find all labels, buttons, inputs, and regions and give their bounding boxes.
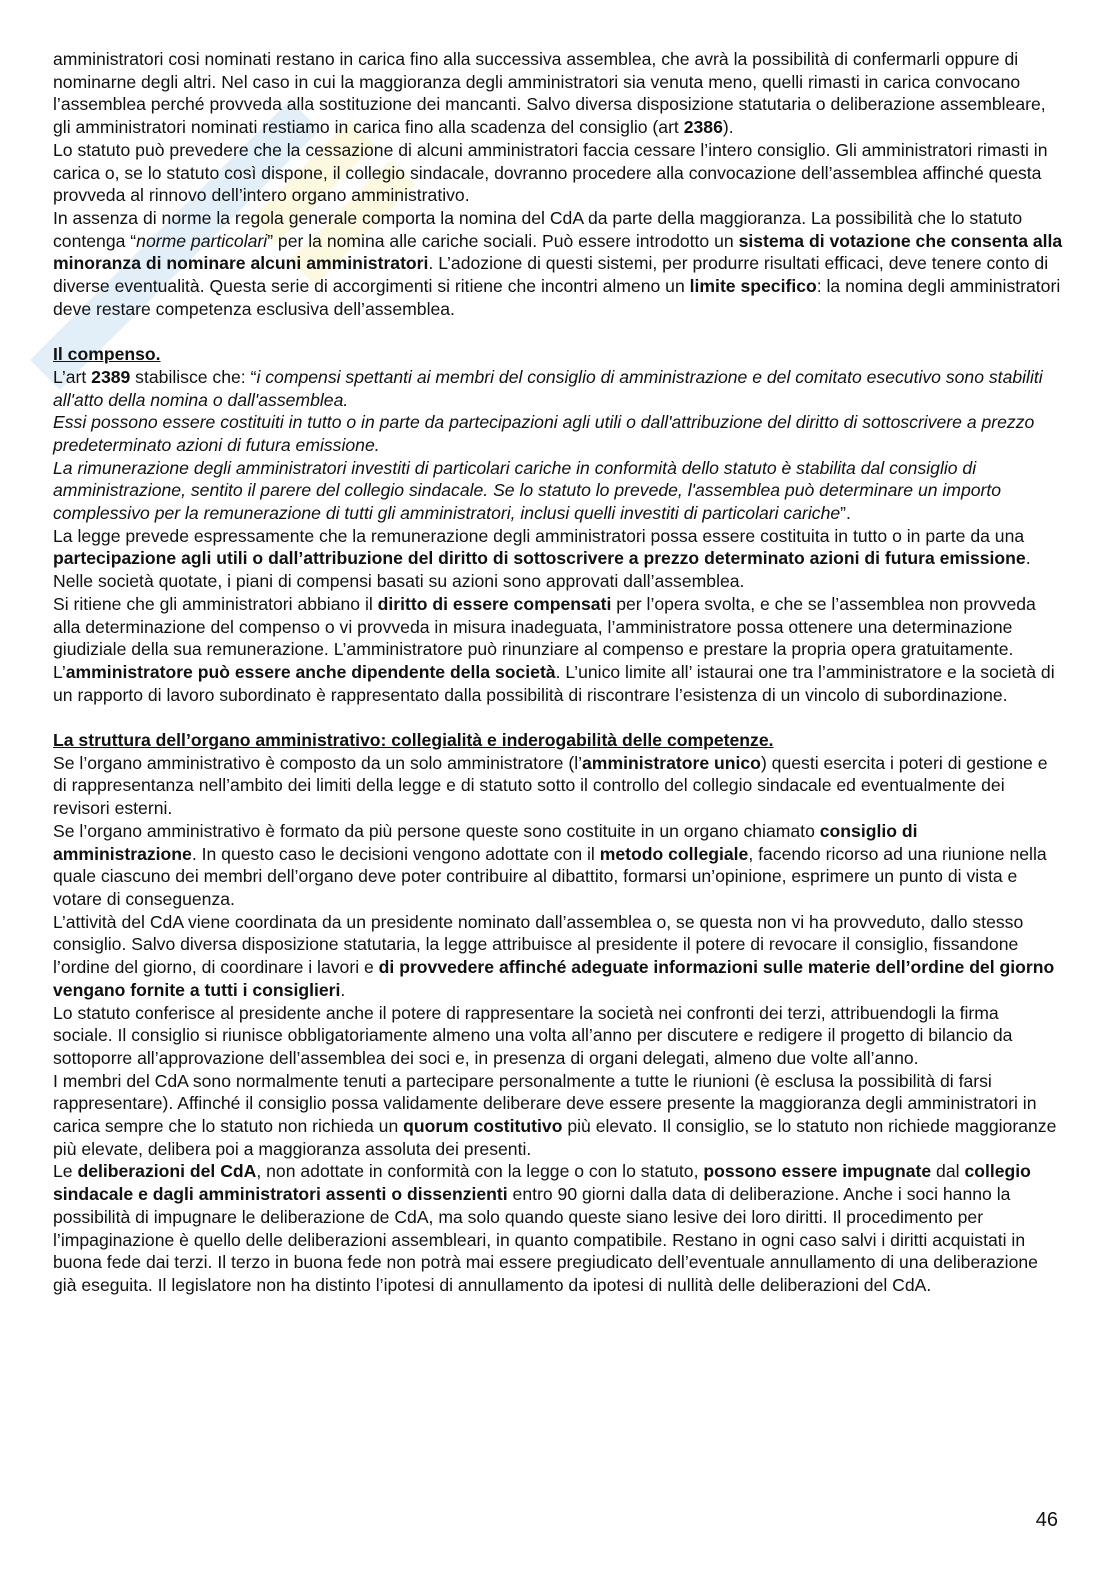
struttura-paragraph-5 <box>53 1070 1063 1161</box>
text-run: . L’unico limite all’ istaurai one tra l’amministratore e la società di un rapporto di lavoro subordinato è rappresentato dalla possibilità di riscontrare l’esistenza di un vincolo di subordinazione. <box>53 661 1055 705</box>
text-run: , non adottate in conformità con la legge o con lo statuto, <box>256 1161 704 1182</box>
text-run: . L’adozione di questi sistemi, per produrre risultati efficaci, deve tenere conto di diverse eventualità. Questa serie di accorgimenti si ritiene che incontri almeno un <box>53 253 1049 297</box>
struttura-paragraph-1 <box>53 752 1063 820</box>
text-run: . <box>340 979 346 1000</box>
text-run: : la nomina degli amministratori deve restare competenza esclusiva dell’assemblea. <box>53 276 1061 319</box>
compenso-paragraphs <box>53 366 1063 707</box>
compenso-paragraph-4 <box>53 525 1063 593</box>
document-page <box>53 48 1063 1297</box>
text-run: Se l’organo amministrativo è composto da un solo amministratore (l’ <box>53 752 583 773</box>
compenso-paragraph-1 <box>53 366 1063 411</box>
bold-text: di provvedere affinché adeguate informazioni sulle materie dell’ordine del giorno vengano fornite a tutti i consiglieri <box>53 957 1055 1000</box>
bold-text: consiglio di amministrazione <box>53 820 918 864</box>
text-run: entro 90 giorni dalla data di deliberazione. Anche i soci hanno la possibilità di impugnare le deliberazione de CdA, ma solo quando queste siano lesive dei loro diritti. Il procedimento per l’impaginazione è quello delle deliberazioni assembleari, in quanto compatibile. Restano in ogni caso salvi i diritti acquistati in buona fede dai terzi. Il terzo in buona fede non potrà mai essere pregiudicato dell’eventuale annullamento di una deliberazione già eseguita. Il legislatore non ha distinto l’ipotesi di annullamento da ipotesi di nullità delle deliberazioni del CdA. <box>53 1184 1038 1295</box>
text-run: . In questo caso le decisioni vengono adottate con il <box>191 843 600 864</box>
bold-text: 2389 <box>91 366 131 387</box>
compenso-paragraph-2 <box>53 411 1063 456</box>
bold-text: sistema di votazione che consenta alla minoranza di nominare alcuni amministratori <box>53 230 1063 274</box>
italic-text: i compensi spettanti ai membri del consiglio di amministrazione e del comitato esecutivo sono stabiliti all'atto della nomina o dall'assemblea. <box>53 366 1043 410</box>
struttura-paragraphs <box>53 752 1063 1297</box>
bold-text: collegio sindacale e dagli amministratori assenti o dissenzienti <box>53 1161 1031 1205</box>
text-run: amministratori cosi nominati restano in carica fino alla successiva assemblea, che avrà la possibilità di confermarli oppure di nominarne degli altri. Nel caso in cui la maggioranza degli amministratori sia venuta meno, quelli rimasti in carica convocano l’assemblea perché provveda alla sostituzione dei mancanti. Salvo diversa disposizione statutaria o deliberazione assembleare, gli amministratori nominati restiamo in carica fino alla scadenza del consiglio (art <box>53 49 1046 138</box>
text-run: . Nelle società quotate, i piani di compensi basati su azioni sono approvati dall’assemblea. <box>53 548 1031 592</box>
section-heading-struttura: La struttura dell’organo amministrativo: collegialità e inderogabilità delle competenze. <box>53 730 774 751</box>
text-run: L’art <box>53 366 92 387</box>
text-run: ) questi esercita i poteri di gestione e di rappresentanza nell’ambito dei limiti della legge e di statuto sotto il controllo del collegio sindacale ed eventualmente dei revisori esterni. <box>53 752 1048 819</box>
struttura-paragraph-3 <box>53 911 1063 1002</box>
bold-text: quorum costitutivo <box>403 1116 563 1137</box>
text-run: Le <box>53 1161 78 1182</box>
bold-text: deliberazioni del CdA <box>77 1161 257 1182</box>
compenso-paragraph-3 <box>53 457 1063 525</box>
text-run: L’ <box>53 661 66 682</box>
text-run: ). <box>722 117 734 138</box>
italic-text: norme particolari <box>136 230 268 251</box>
bold-text: diritto di essere compensati <box>377 593 612 614</box>
struttura-paragraph-2 <box>53 820 1063 911</box>
bold-text: amministratore unico <box>582 752 761 773</box>
spacer <box>53 320 1063 343</box>
bold-text: 2386 <box>683 117 723 138</box>
bold-text: partecipazione agli utili o dall’attribuzione del diritto di sottoscrivere a prezzo determinato azioni di futura emissione <box>53 548 1026 569</box>
text-run: ” per la nomina alle cariche sociali. Può essere introdotto un <box>267 230 739 251</box>
text-run: più elevato. Il consiglio, se lo statuto non richiede maggioranze più elevate, delibera poi a maggioranza assoluta dei presenti. <box>53 1116 1057 1159</box>
text-run: ”. <box>840 503 851 524</box>
text-run: stabilisce che: “ <box>130 366 257 387</box>
intro-paragraph-2 <box>53 139 1063 207</box>
text-run: , facendo ricorso ad una riunione nella quale ciascuno dei membri dell’organo deve poter contribuire al dibattito, formarsi un’opinione, esprimere un punto di vista e votare di conseguenza. <box>53 843 1047 909</box>
struttura-paragraph-4 <box>53 1002 1063 1070</box>
bold-text: possono essere impugnate <box>703 1161 932 1182</box>
bold-text: metodo collegiale <box>599 843 749 864</box>
text-run: Lo statuto può prevedere che la cessazione di alcuni amministratori faccia cessare l’intero consiglio. Gli amministratori rimasti in carica o, se lo statuto così dispone, il collegio sindacale, dovranno procedere alla convocazione dell’assemblea affinché questa provveda al rinnovo dell’intero organo amministrativo. <box>53 139 1048 206</box>
page-number: 46 <box>1035 1509 1058 1531</box>
text-run: Si ritiene che gli amministratori abbiano il <box>53 593 378 614</box>
intro-paragraph-1 <box>53 48 1063 139</box>
text-run: La legge prevede espressamente che la remunerazione degli amministratori possa essere costituita in tutto o in parte da una <box>53 525 1025 546</box>
text-run: Se l’organo amministrativo è formato da più persone queste sono costituite in un organo chiamato <box>53 820 820 841</box>
text-run: Lo statuto conferisce al presidente anche il potere di rappresentare la società nei confronti dei terzi, attribuendogli la firma sociale. Il consiglio si riunisce obbligatoriamente almeno una volta all’anno per discutere e redigere il progetto di bilancio da sottoporre all’approvazione dell’assemblea dei soci e, in presenza di organi delegati, almeno due volte all’anno. <box>53 1002 1013 1068</box>
intro-paragraph-3 <box>53 207 1063 321</box>
text-run: L’attività del CdA viene coordinata da un presidente nominato dall’assemblea o, se questa non vi ha provveduto, dallo stesso consiglio. Salvo diversa disposizione statutaria, la legge attribuisce al presidente il potere di revocare il consiglio, fissandone l’ordine del giorno, di coordinare i lavori e <box>53 911 1024 978</box>
text-run: In assenza di norme la regola generale comporta la nomina del CdA da parte della maggioranza. La possibilità che lo statuto contenga “ <box>53 207 1023 251</box>
struttura-paragraph-6 <box>53 1160 1063 1296</box>
text-run: I membri del CdA sono normalmente tenuti a partecipare personalmente a tutte le riunioni (è esclusa la possibilità di farsi rappresentare). Affinché il consiglio possa validamente deliberare deve essere presente la maggioranza degli amministratori in carica sempre che lo statuto non richieda un <box>53 1070 1037 1137</box>
italic-text: La rimunerazione degli amministratori investiti di particolari cariche in conformità dello statuto è stabilita dal consiglio di amministrazione, sentito il parere del collegio sindacale. Se lo statuto lo prevede, l'assemblea può determinare un importo complessivo per la remunerazione di tutti gli amministratori, inclusi quelli investiti di particolari cariche <box>53 457 1002 524</box>
bold-text: limite specifico <box>689 276 817 297</box>
italic-text: Essi possono essere costituiti in tutto o in parte da partecipazioni agli utili o dall'attribuzione del diritto di sottoscrivere a prezzo predeterminato azioni di futura emissione. <box>53 412 1035 455</box>
section-heading-compenso: Il compenso. <box>53 344 161 365</box>
text-run: dal <box>931 1161 965 1182</box>
intro-paragraphs <box>53 48 1063 320</box>
bold-text: amministratore può essere anche dipendente della società <box>65 661 556 682</box>
compenso-paragraph-5 <box>53 593 1063 661</box>
compenso-paragraph-6 <box>53 661 1063 706</box>
spacer <box>53 706 1063 729</box>
text-run: per l’opera svolta, e che se l’assemblea non provveda alla determinazione del compenso o vi provveda in misura inadeguata, l’amministratore possa ottenere una determinazione giudiziale della sua remunerazione. L’amministratore può rinunziare al compenso e prestare la propria opera gratuitamente. <box>53 593 1036 660</box>
